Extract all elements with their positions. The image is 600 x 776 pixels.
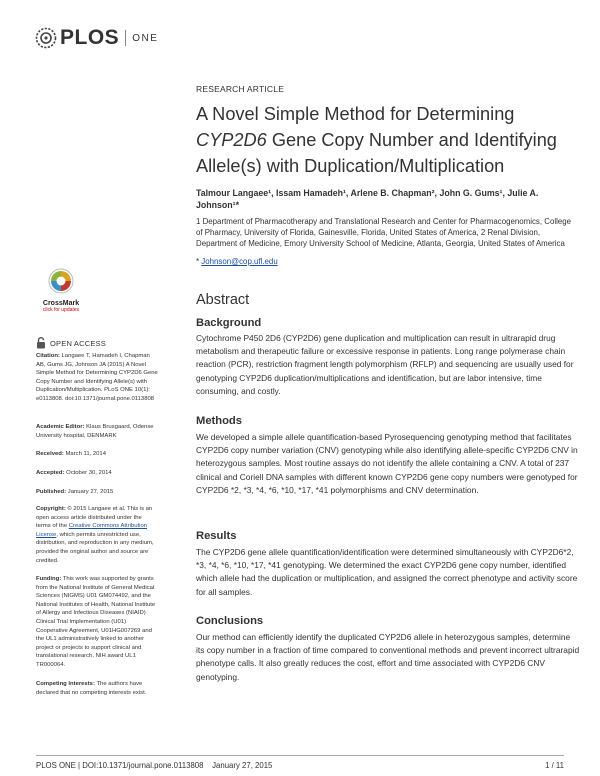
license-link[interactable]: Creative Commons Attribution License <box>36 523 147 538</box>
funding-label: Funding: <box>36 576 62 582</box>
copyright-text-1: © 2015 Langaee et al. This is an open access article distributed under the terms of the <box>36 506 153 530</box>
accepted-block <box>36 469 158 478</box>
footer-divider <box>36 755 564 756</box>
competing-text: The authors have declared that no competing interests exist. <box>36 681 147 696</box>
funding-text: This work was supported by grants from the National Institute of General Medical Sciences (NIGMS) U01 GM074492, and the National Institutes of Health, National Institute of Allergy and Infectious Diseases (NIAID) Clinical Trial Implementation (U01) Cooperative Agreement, U01HG007269 and the UL1 administratively linked to another project or projects to support clinical and translational research, NIH award UL1 TR000064. <box>36 576 156 668</box>
methods-heading: Methods <box>196 415 242 427</box>
plos-one-logo[interactable] <box>35 26 158 50</box>
open-access-label: OPEN ACCESS <box>50 338 106 348</box>
methods-paragraph: We developed a simple allele quantification-based Pyrosequencing genotyping method that facilitates CYP2D6 copy number variation (CNV) genotyping while also identifying allele-specific CYP2D6 CNV in heterozygous samples. Most routine assays do not identify the allele containing a CNV. A total of 237 clinical and Coriell DNA samples with different known CYP2D6 gene copy numbers were genotyped for CYP2D6 *2, *3, *4, *6, *10, *17, *41 polymorphisms and CNV determination. <box>196 432 578 495</box>
title-line-3: Allele(s) with Duplication/Multiplication <box>196 156 505 176</box>
published-text: January 27, 2015 <box>66 489 114 495</box>
citation-label: Citation: <box>36 353 60 359</box>
conclusions-heading: Conclusions <box>196 615 264 627</box>
open-access-badge <box>36 337 106 349</box>
crossmark-label: CrossMark <box>42 300 80 307</box>
citation-text: Langaee T, Hamadeh I, Chapman AB, Gums JG, Johnson JA (2015) A Novel Simple Method for Determining CYP2D6 Gene Copy Number and Identifying Allele(s) with Duplication/Multiplication. PLoS ONE 10(1): e0113808. doi:10.1371/journal.pone.0113808 <box>36 353 158 402</box>
background-paragraph: Cytochrome P450 2D6 (CYP2D6) gene duplication and multiplication can result in ultrarapid drug metabolism and therapeutic failure or excessive response in patients. Long range polymerase chain reaction (PCR), restriction fragment length polymorphism (RFLP) and sequencing are usually used for genotyping CYP2D6 duplication/multiplications and identification, but are labor intensive, time consuming, and costly. <box>196 333 574 396</box>
logo-one-text: ONE <box>132 32 159 44</box>
results-heading: Results <box>196 530 237 542</box>
background-heading: Background <box>196 317 262 329</box>
email-link[interactable]: Johnson@cop.ufl.edu <box>201 257 278 266</box>
editor-label: Academic Editor: <box>36 424 85 430</box>
funding-block <box>36 575 158 670</box>
title-line-2: Gene Copy Number and Identifying <box>266 130 557 150</box>
corresponding-email <box>196 257 278 266</box>
author-list: Talmour Langaee¹, Issam Hamadeh¹, Arlene B. Chapman², John G. Gums¹, Julie A. Johnson¹* <box>196 188 539 210</box>
copyright-label: Copyright: <box>36 506 66 512</box>
footer-citation: PLOS ONE | DOI:10.1371/journal.pone.0113808 January 27, 2015 <box>36 761 273 770</box>
editor-block <box>36 423 158 440</box>
results-paragraph: The CYP2D6 gene allele quantification/identification were determined simultaneously with CYP2D6*2, *3, *4, *6, *10, *17, *41 genotyping. We determined the exact CYP2D6 gene copy number, identified which allele had the duplication or multiplication, and assigned the correct phenotype and activity score for all samples. <box>196 547 578 597</box>
conclusions-paragraph: Our method can efficiently identify the duplicated CYP2D6 allele in heterozygous samples, determine its copy number in a fraction of time compared to conventional methods and prevent incorrect ultrarapid phenotype calls. It also greatly reduces the cost, effort and time associated with CYP2D6 CNV genotyping. <box>196 632 580 682</box>
citation-block <box>36 352 158 404</box>
open-lock-icon <box>36 337 46 349</box>
page-number: 1 / 11 <box>545 761 564 770</box>
copyright-block <box>36 505 158 565</box>
article-title <box>196 101 576 179</box>
accepted-label: Accepted: <box>36 470 65 476</box>
published-label: Published: <box>36 489 67 495</box>
crossmark-sub: click for updates <box>42 307 80 313</box>
title-gene-name: CYP2D6 <box>196 130 267 150</box>
competing-label: Competing Interests: <box>36 681 95 687</box>
article-type: RESEARCH ARTICLE <box>196 84 285 94</box>
affiliations: 1 Department of Pharmacotherapy and Translational Research and Center for Pharmacogenomics, College of Pharmacy, University of Florida, Gainesville, Florida, United States of America, 2 Renal Division, Department of Medicine, Emory University School of Medicine, Atlanta, Georgia, United States of America <box>196 217 572 248</box>
competing-interests-block <box>36 680 158 697</box>
abstract-heading: Abstract <box>196 292 250 308</box>
received-block <box>36 450 158 459</box>
plos-logo-icon <box>35 27 57 49</box>
published-block <box>36 488 158 497</box>
crossmark-badge[interactable] <box>36 268 86 313</box>
crossmark-icon <box>48 268 74 294</box>
received-text: March 11, 2014 <box>63 451 106 457</box>
logo-plos-text: PLOS <box>60 26 120 49</box>
copyright-text-2: , which permits unrestricted use, distribution, and reproduction in any medium, provided the original author and source are credited. <box>36 531 154 564</box>
email-prefix: * <box>196 257 202 266</box>
editor-text: Klaus Brusgaard, Odense University hospital, DENMARK <box>36 424 154 439</box>
accepted-text: October 30, 2014 <box>64 470 112 476</box>
title-line-1: A Novel Simple Method for Determining <box>196 104 515 124</box>
logo-divider <box>125 30 126 46</box>
received-label: Received: <box>36 451 64 457</box>
